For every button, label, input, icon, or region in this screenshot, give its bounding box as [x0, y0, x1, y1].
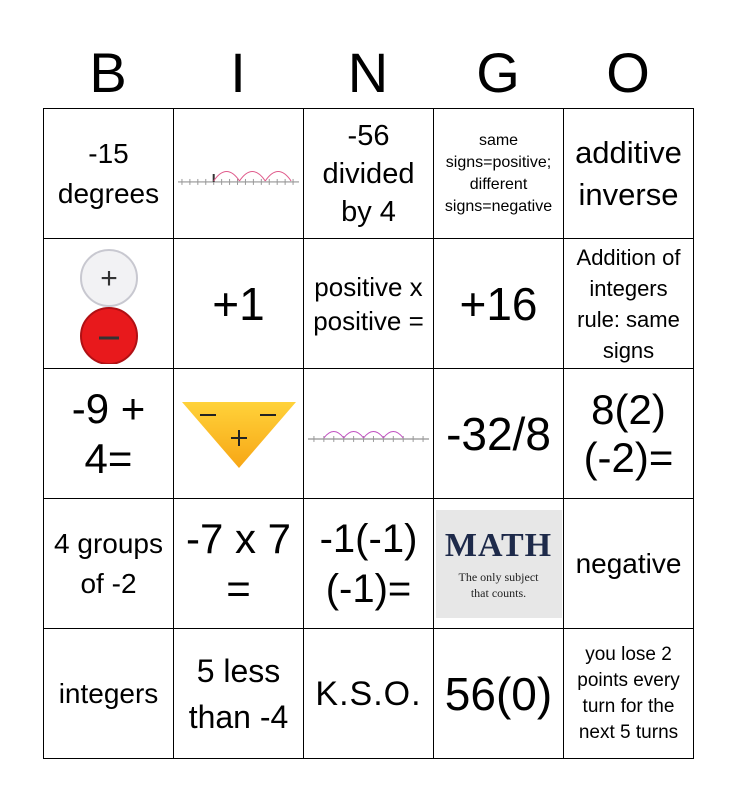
bingo-cell[interactable] [564, 109, 694, 239]
bingo-cell[interactable] [174, 629, 304, 759]
math-poster-caption-line1: The only subject [458, 569, 539, 584]
math-poster-caption-line2: that counts. [470, 585, 527, 600]
cell-text: -1(-1)(-1)= [319, 516, 418, 611]
cell-text: same signs=positive; different signs=negative [444, 131, 553, 215]
cell-text: you lose 2 points every turn for the next 5 turns [577, 643, 680, 743]
bingo-cell[interactable] [434, 369, 564, 499]
bingo-cell[interactable] [304, 499, 434, 629]
number-line-jumps-icon [176, 154, 301, 194]
cell-text: positive x positive = [313, 271, 424, 336]
number-line-hops-icon [306, 417, 431, 451]
header-letter-n: N [347, 41, 389, 104]
cell-text: -15 degrees [57, 137, 160, 209]
plus-minus-counters-icon [69, 244, 149, 364]
cell-text: -9 + 4= [71, 384, 146, 482]
bingo-cell[interactable] [44, 109, 174, 239]
math-poster-title: MATH [444, 526, 553, 564]
cell-text: 8(2)(-2)= [583, 385, 674, 481]
cell-text: Addition of integers rule: same signs [576, 244, 681, 363]
cell-text: 4 groups of -2 [54, 527, 163, 599]
cell-text: -7 x 7 = [185, 514, 292, 612]
bingo-cell[interactable] [564, 369, 694, 499]
header-letter-g: G [476, 41, 520, 104]
math-poster-image [436, 510, 562, 618]
cell-text: +1 [212, 277, 265, 330]
bingo-cell[interactable] [174, 239, 304, 369]
bingo-cell[interactable] [44, 239, 174, 369]
cell-text: K.S.O. [315, 674, 422, 713]
cell-text: 5 less than -4 [188, 652, 289, 735]
bingo-cell[interactable] [174, 369, 304, 499]
bingo-cell[interactable] [44, 369, 174, 499]
cell-text: -56 divided by 4 [322, 119, 415, 228]
cell-text: additive inverse [575, 134, 682, 212]
bingo-cell[interactable] [304, 239, 434, 369]
cell-text: 56(0) [444, 667, 553, 720]
integer-triangle-icon [178, 398, 300, 470]
cell-text: negative [575, 547, 682, 579]
bingo-cell[interactable] [304, 629, 434, 759]
cell-text: -32/8 [446, 407, 551, 460]
header-letter-b: B [89, 41, 127, 104]
bingo-cell[interactable] [434, 629, 564, 759]
bingo-cell[interactable] [174, 499, 304, 629]
bingo-header [43, 40, 693, 106]
header-letter-o: O [606, 41, 650, 104]
cell-text: integers [58, 677, 159, 709]
bingo-cell[interactable] [564, 629, 694, 759]
bingo-cell[interactable] [174, 109, 304, 239]
bingo-cell[interactable] [44, 629, 174, 759]
bingo-cell[interactable] [434, 109, 564, 239]
svg-text:+: + [99, 261, 118, 295]
bingo-cell[interactable] [44, 499, 174, 629]
bingo-card-grid [43, 108, 694, 759]
bingo-cell[interactable] [564, 239, 694, 369]
bingo-cell[interactable] [304, 109, 434, 239]
bingo-cell[interactable] [434, 499, 564, 629]
bingo-cell[interactable] [434, 239, 564, 369]
bingo-cell[interactable] [304, 369, 434, 499]
header-letter-i: I [230, 41, 246, 104]
cell-text: +16 [459, 277, 538, 330]
bingo-cell[interactable] [564, 499, 694, 629]
